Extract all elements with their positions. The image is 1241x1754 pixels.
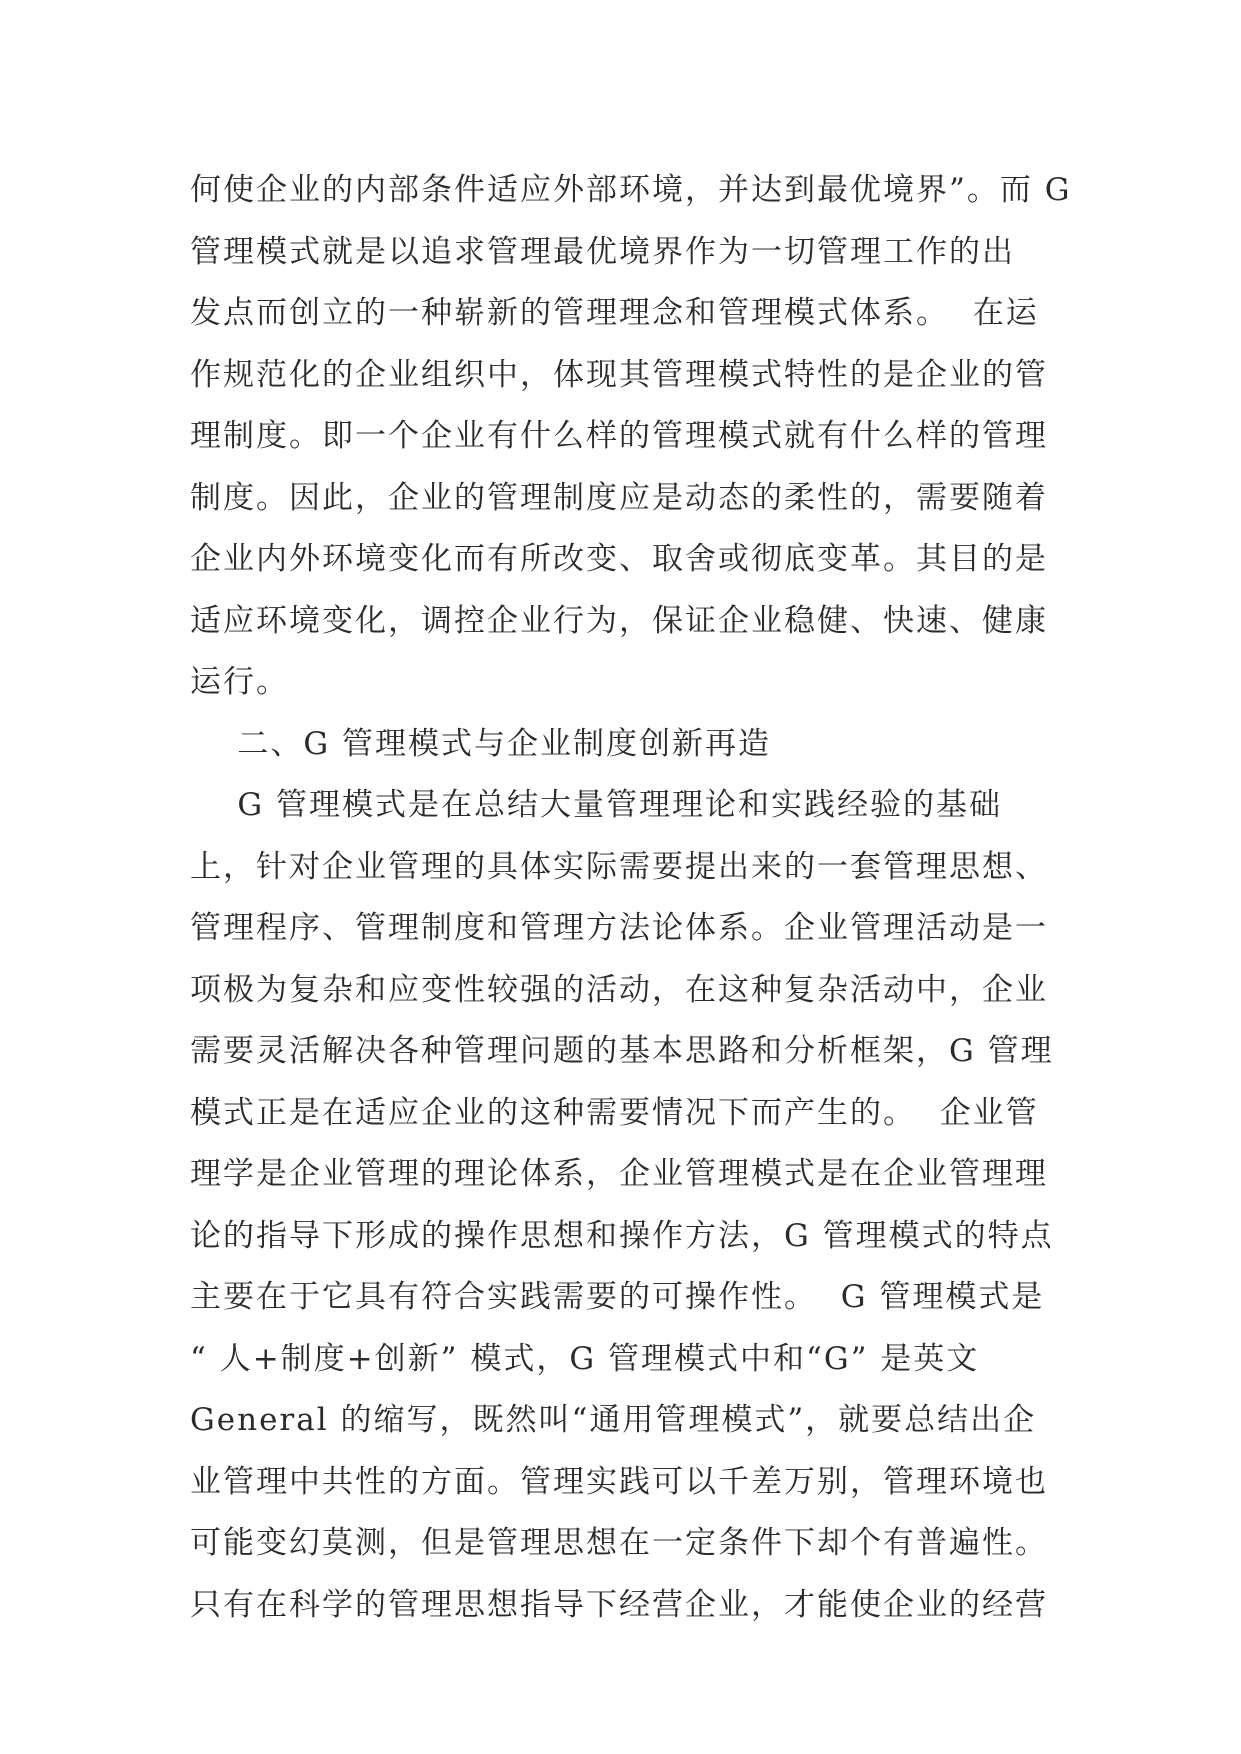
text-line: 何使企业的内部条件适应外部环境，并达到最优境界”。而 G: [190, 172, 1072, 208]
text-line: 只有在科学的管理思想指导下经营企业，才能使企业的经营: [190, 1586, 1048, 1623]
text-line: 企业内外环境变化而有所改变、取舍或彻底变革。其目的是: [190, 541, 1048, 577]
text-line: 适应环境变化，调控企业行为，保证企业稳健、快速、健康: [190, 602, 1048, 639]
text-line: 制度。因此，企业的管理制度应是动态的柔性的，需要随着: [190, 479, 1048, 516]
text-line: 业管理中共性的方面。管理实践可以千差万别，管理环境也: [190, 1463, 1048, 1500]
text-line: 管理模式就是以追求管理最优境界作为一切管理工作的出: [190, 233, 1015, 270]
text-line: 主要在于它具有符合实践需要的可操作性。 G 管理模式是: [190, 1279, 1045, 1315]
text-line: “ 人+制度+创新” 模式，G 管理模式中和“G” 是英文: [190, 1340, 980, 1377]
text-line: G 管理模式是在总结大量管理理论和实践经验的基础: [190, 787, 1003, 823]
text-line: 作规范化的企业组织中，体现其管理模式特性的是企业的管: [190, 356, 1048, 393]
text-line: 发点而创立的一种崭新的管理理念和管理模式体系。 在运: [190, 295, 1039, 331]
text-line: 上，针对企业管理的具体实际需要提出来的一套管理思想、: [190, 848, 1048, 885]
text-line: General 的缩写，既然叫“通用管理模式”，就要总结出企: [190, 1402, 1037, 1438]
text-line: 项极为复杂和应变性较强的活动，在这种复杂活动中，企业: [190, 971, 1048, 1008]
text-line: 论的指导下形成的操作思想和操作方法，G 管理模式的特点: [190, 1217, 1054, 1254]
section-heading: 二、G 管理模式与企业制度创新再造: [190, 725, 772, 762]
text-line: 需要灵活解决各种管理问题的基本思路和分析框架，G 管理: [190, 1033, 1054, 1069]
text-line: 管理程序、管理制度和管理方法论体系。企业管理活动是一: [190, 910, 1048, 946]
text-line: 可能变幻莫测，但是管理思想在一定条件下却个有普遍性。: [190, 1525, 1048, 1561]
text-line: 理制度。即一个企业有什么样的管理模式就有什么样的管理: [190, 418, 1048, 454]
text-line: 模式正是在适应企业的这种需要情况下而产生的。 企业管: [190, 1094, 1039, 1131]
text-line: 运行。: [190, 664, 289, 700]
text-line: 理学是企业管理的理论体系，企业管理模式是在企业管理理: [190, 1156, 1048, 1192]
body-text: [190, 160, 1072, 1636]
